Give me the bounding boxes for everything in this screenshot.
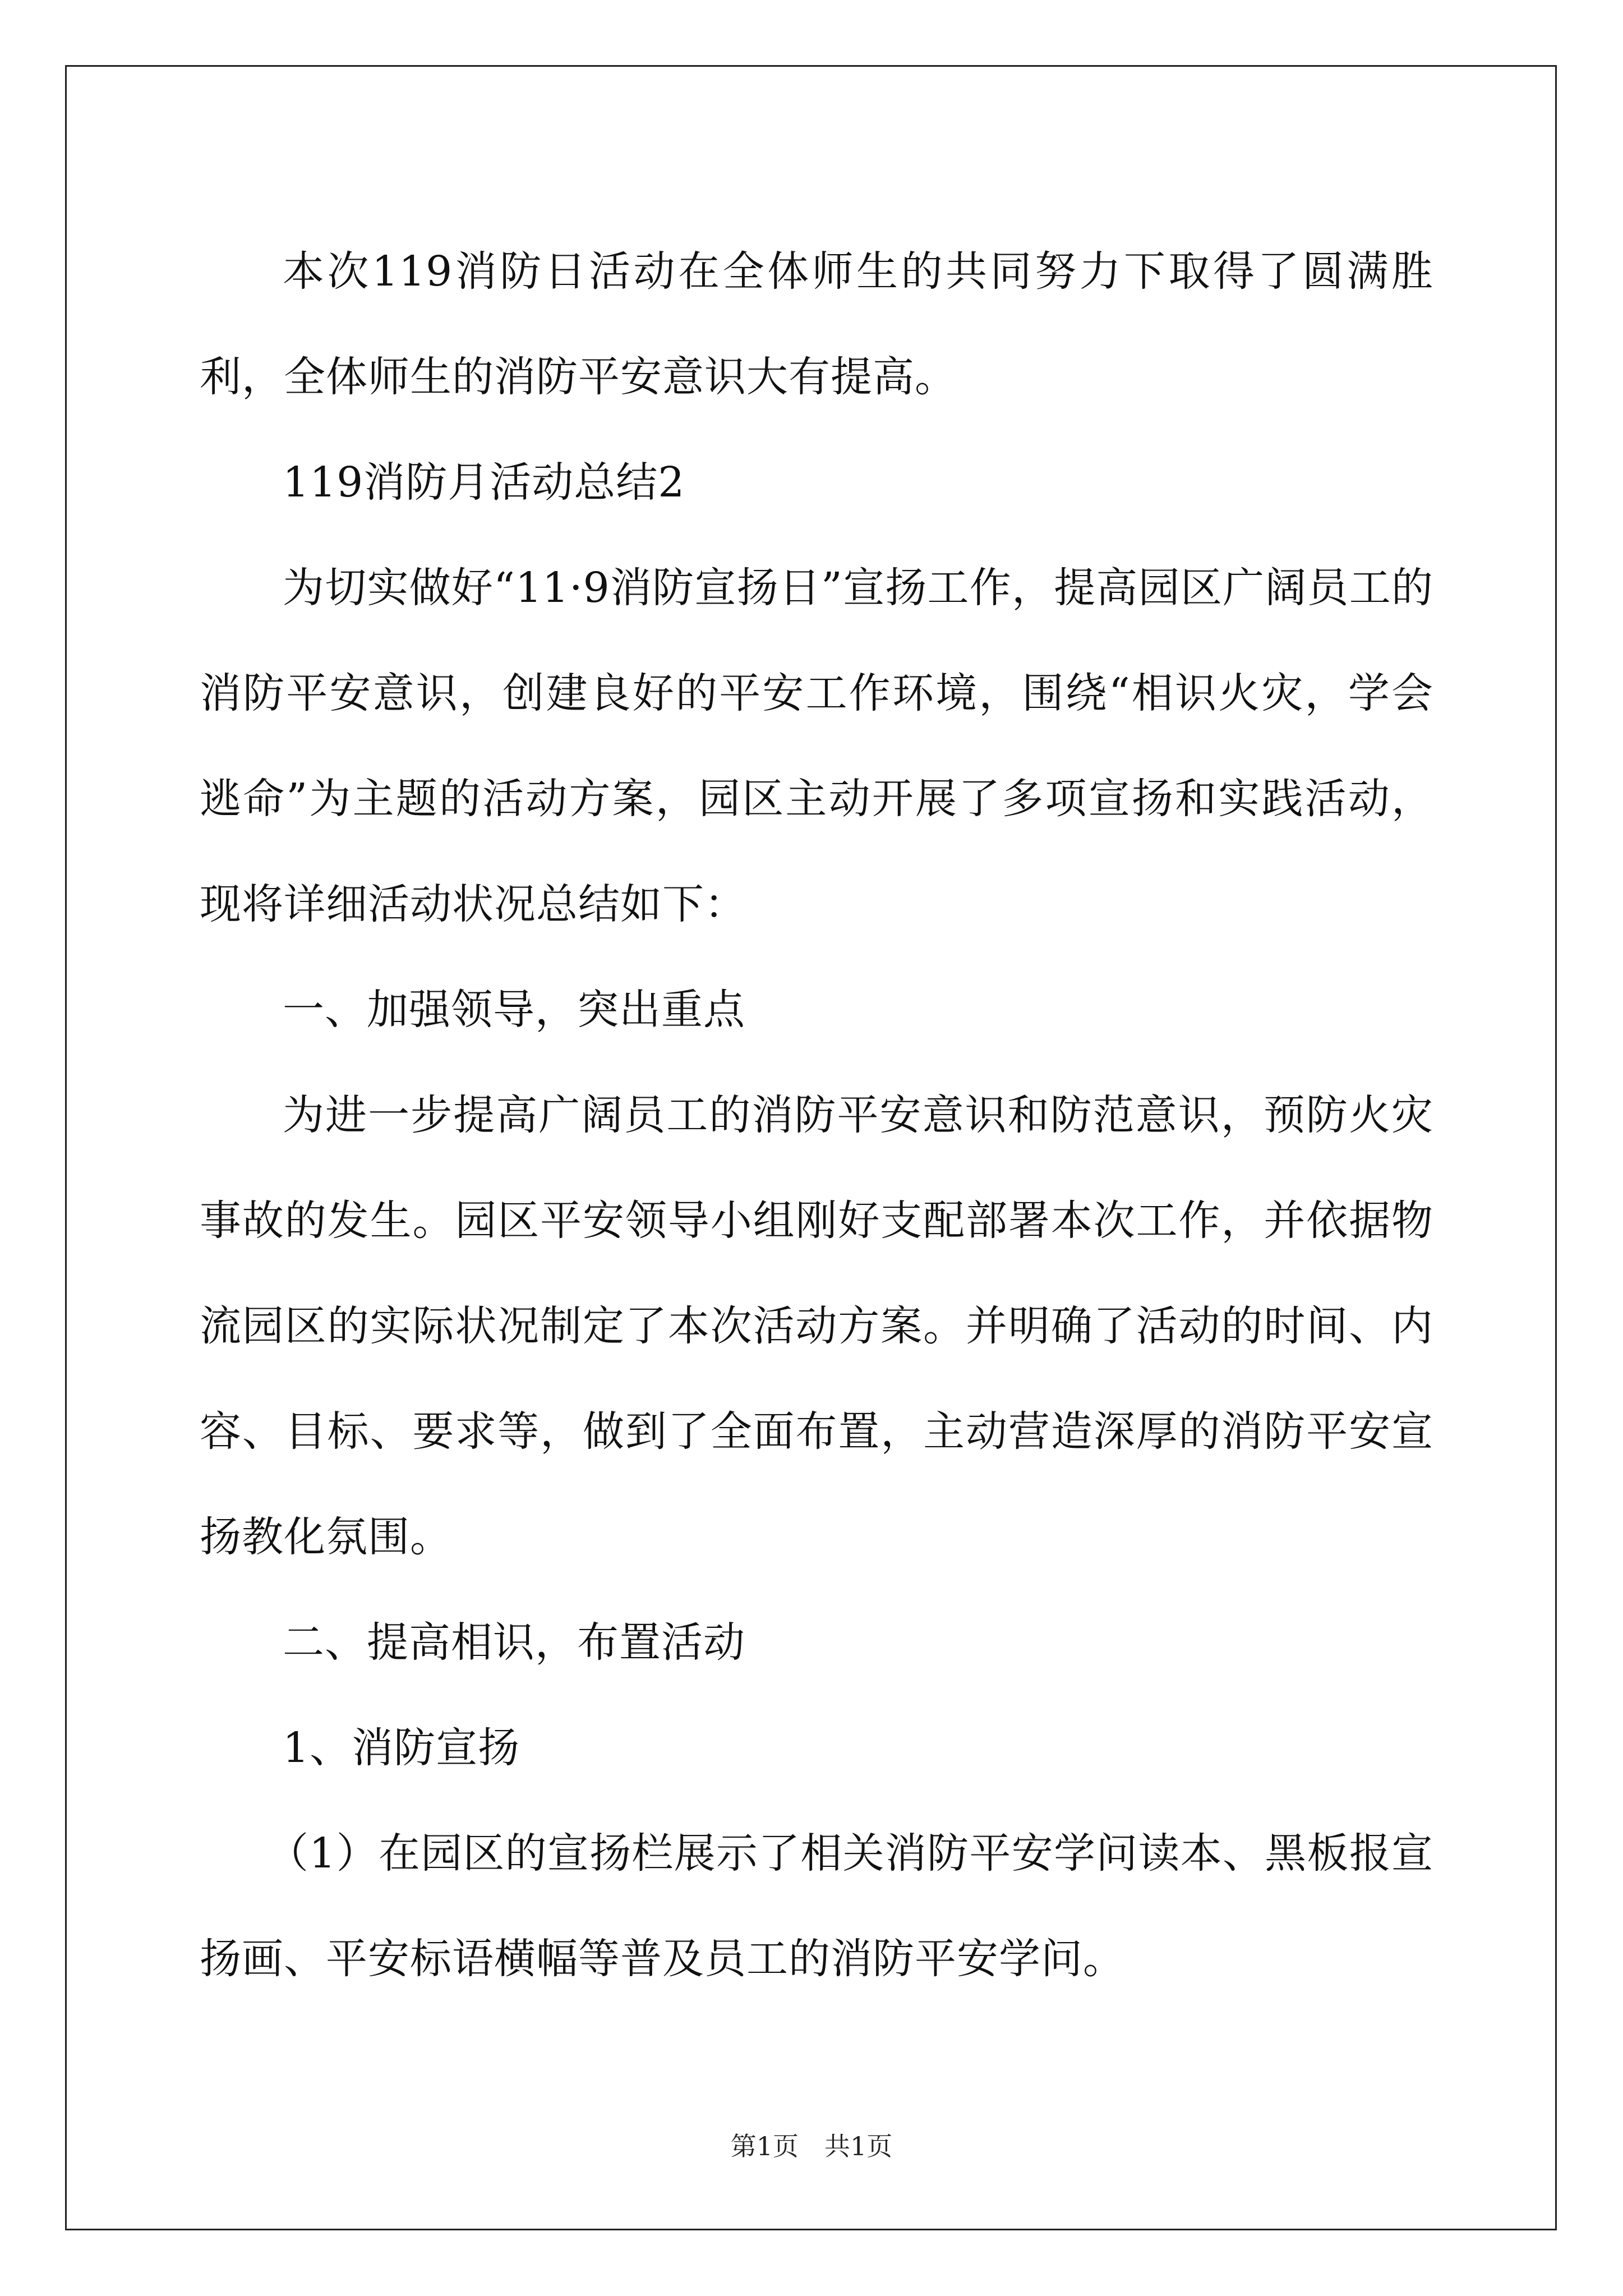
heading-one: 一、加强领导，突出重点 — [283, 986, 745, 1034]
paragraph-leadership: 为进一步提高广阔员工的消防平安意识和防范意识，预防火灾事故的发生。园区平安领导小组刚好支配部署本次工作，并依据物流园区的实际状况制定了本次活动方案。并明确了活动的时间、内容、目标、要求等，做到了全面布置，主动营造深厚的消防平安宣扬教化氛围。 — [200, 1091, 1433, 1561]
subheading-promotion: 1、消防宣扬 — [283, 1724, 520, 1772]
document-body — [200, 219, 1433, 2012]
paragraph-summary-1: 本次119消防日活动在全体师生的共同努力下取得了圆满胜利，全体师生的消防平安意识大有提高。 — [200, 247, 1433, 401]
paragraph-intro: 为切实做好“11·9消防宣扬日”宣扬工作，提高园区广阔员工的消防平安意识，创建良好的平安工作环境，围绕“相识火灾，学会逃命”为主题的活动方案，园区主动开展了多项宣扬和实践活动，现将详细活动状况总结如下： — [200, 564, 1433, 928]
page-footer: 第1页 共1页 — [730, 2131, 893, 2161]
paragraph-promotion-item-1: （1）在园区的宣扬栏展示了相关消防平安学问读本、黑板报宣扬画、平安标语横幅等普及员工的消防平安学问。 — [200, 1829, 1433, 1983]
section-title: 119消防月活动总结2 — [283, 458, 685, 507]
heading-two: 二、提高相识，布置活动 — [283, 1618, 745, 1667]
